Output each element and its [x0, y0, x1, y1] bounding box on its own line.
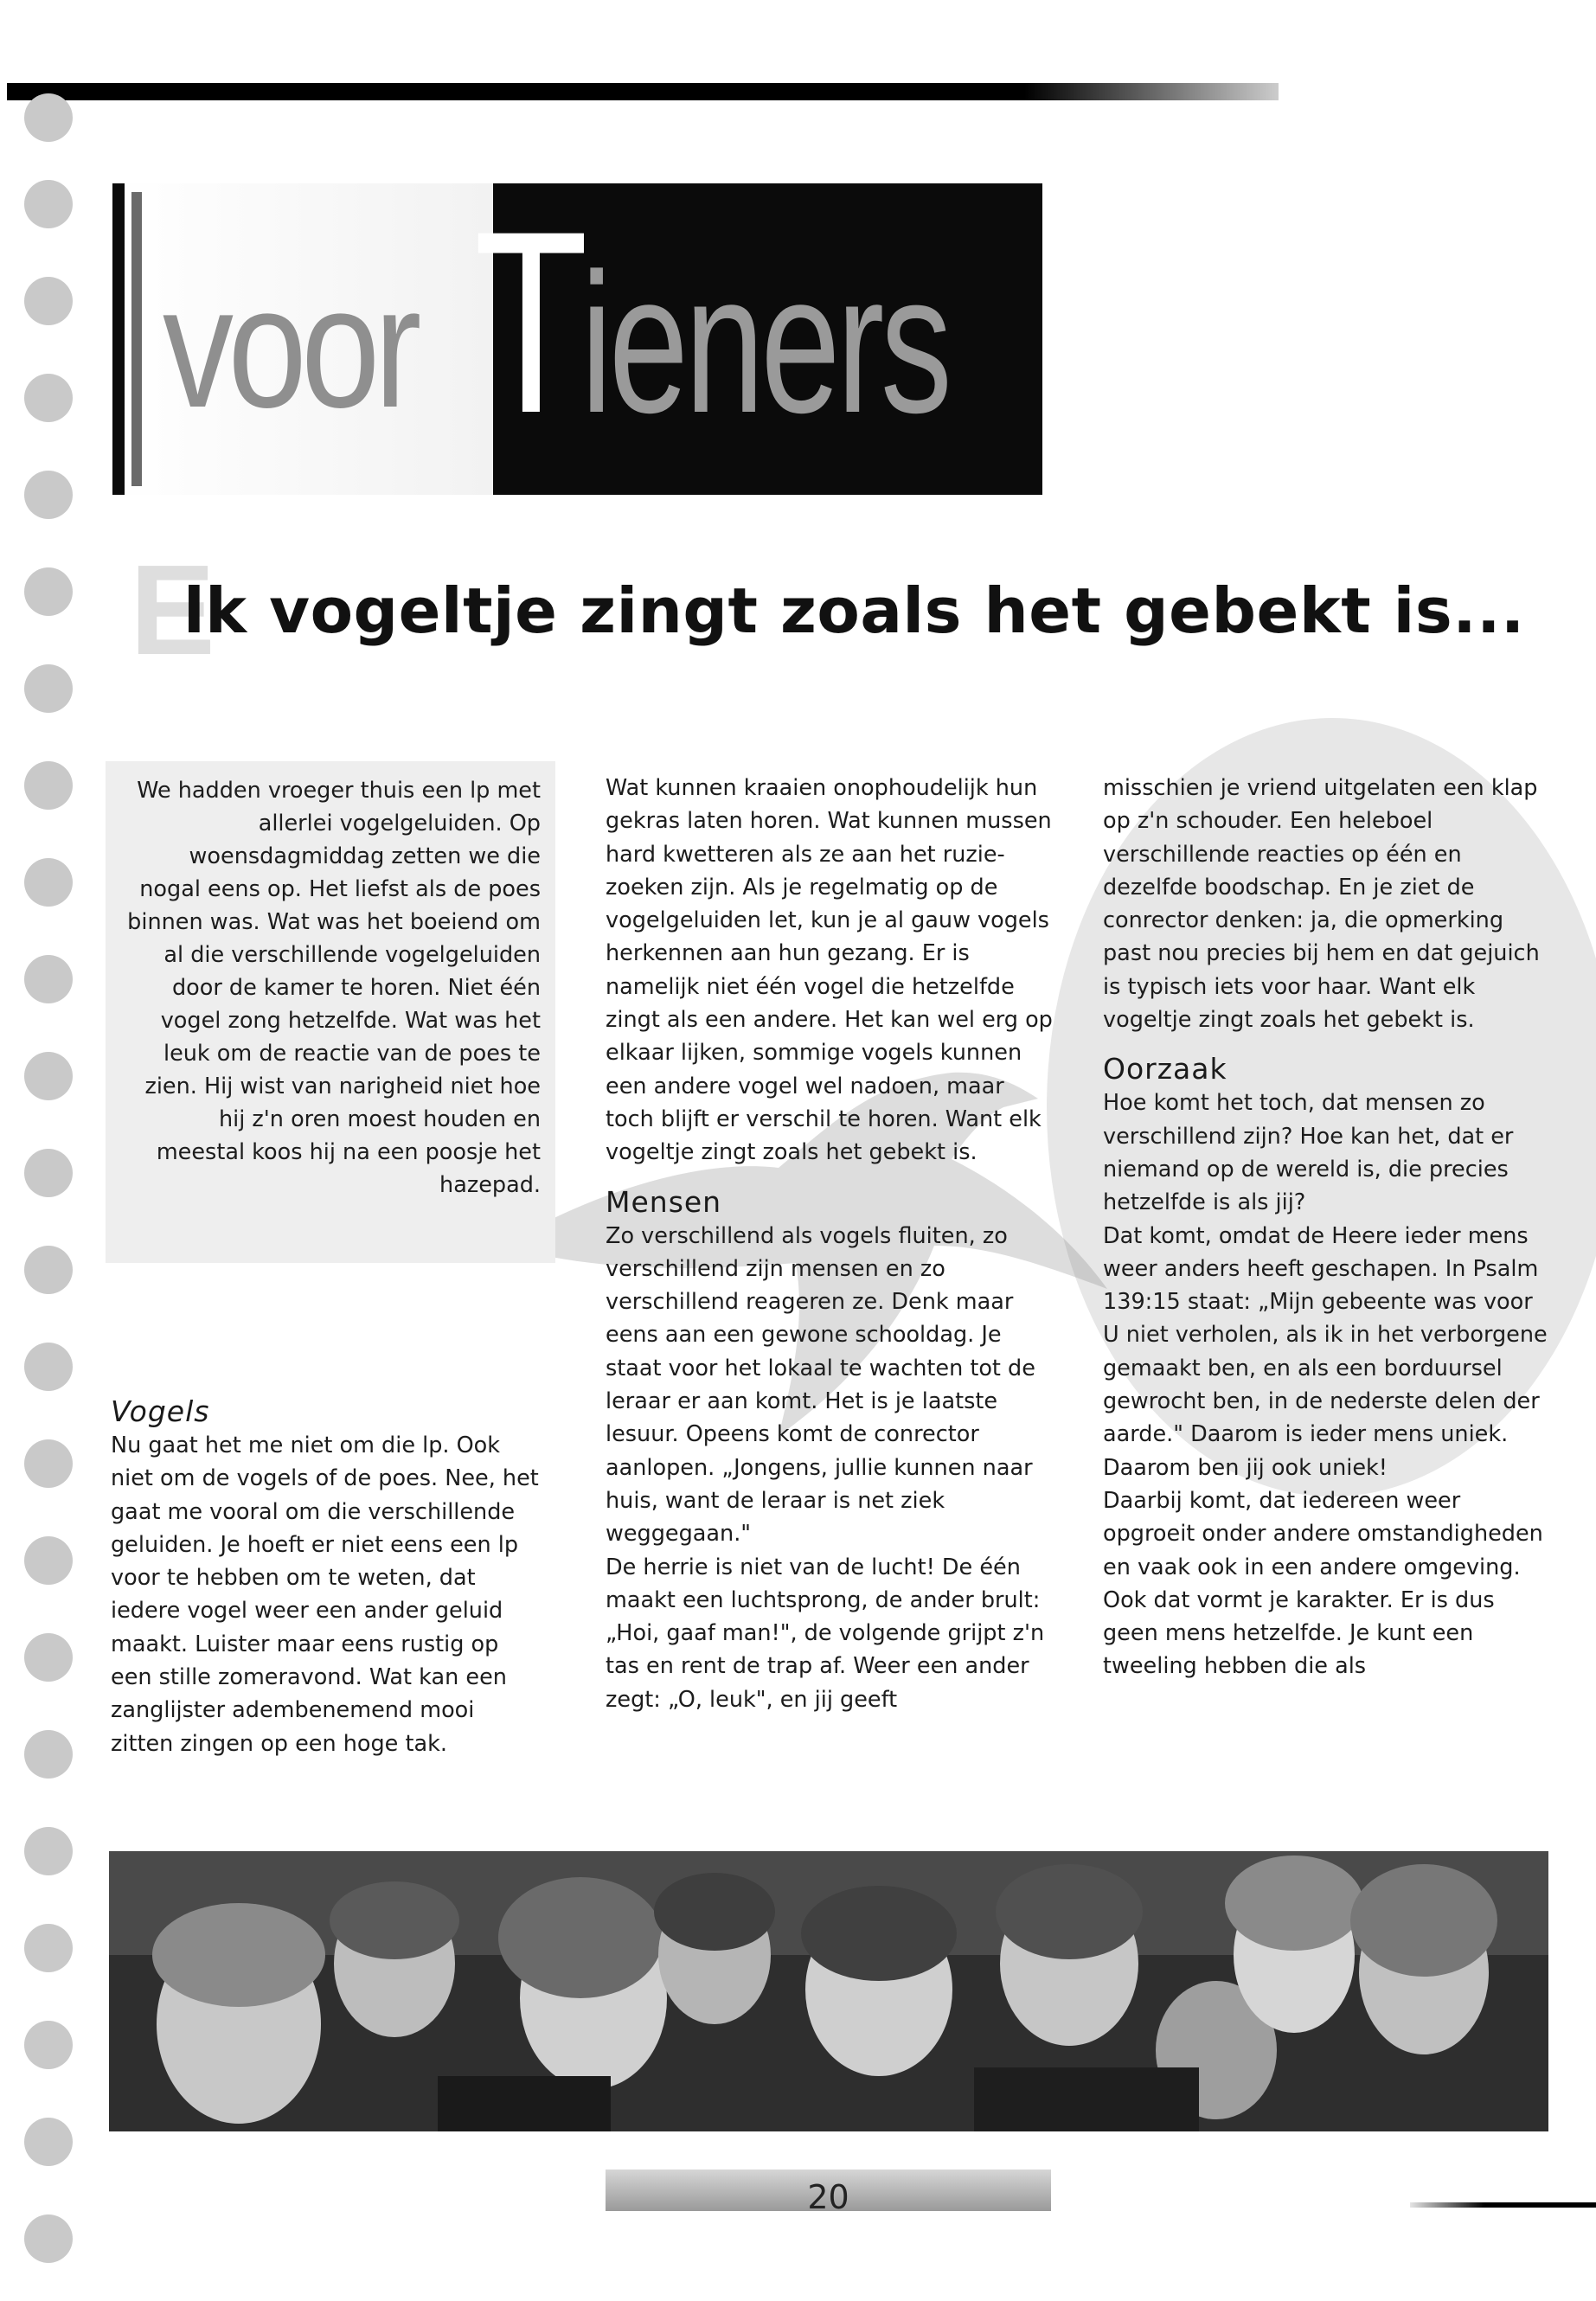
binder-hole-icon: [24, 1052, 73, 1100]
binder-hole-icon: [24, 471, 73, 519]
column-2: [606, 772, 1055, 1716]
binder-hole-icon: [24, 1246, 73, 1294]
crowd-of-teenagers-photo-icon: [109, 1851, 1548, 2131]
binder-hole-icon: [24, 858, 73, 907]
binder-hole-icon: [24, 1827, 73, 1875]
voor-tieners-logo: [112, 176, 1042, 495]
paragraph-kraaien: Wat kunnen kraaien onophoudelijk hun gekras laten horen. Wat kunnen mussen hard kwetteren als ze aan het ruzie-zoeken zijn. Als je regelmatig op de vogelgeluiden let, kun je al gauw vogels herkennen aan hun gezang. Er is namelijk niet één vogel die hetzelfde zingt als een andere. Het kan wel erg op elkaar lijken, sommige vogels kunnen een andere vogel wel nadoen, maar toch blijft er verschil te horen. Want elk vogeltje zingt zoals het gebekt is.: [606, 775, 1053, 1166]
binder-hole-icon: [24, 955, 73, 1003]
binder-hole-icon: [24, 180, 73, 228]
logo-voor: voor: [163, 251, 416, 444]
title-text: lk vogeltje zingt zoals het gebekt is...: [183, 574, 1525, 647]
intro-text: We hadden vroeger thuis een lp met allerlei vogelgeluiden. Op woensdagmiddag zetten we die nogal eens op. Het liefst als de poes binnen was. Wat was het boeiend om al die verschillende vogelgeluiden door de kamer te horen. Niet één vogel zong hetzelfde. Wat was het leuk om de reactie van de poes te zien. Hij wist van narigheid niet hoe hij z'n oren moest houden en meestal koos hij na een poosje het hazepad.: [127, 778, 541, 1198]
binder-hole-icon: [24, 2118, 73, 2166]
paragraph-mensen-1: Zo verschillend als vogels fluiten, zo verschillend zijn mensen en zo verschillend reageren ze. Denk maar eens aan een gewone schooldag. Je staat voor het lokaal te wachten tot de leraar er aan komt. Het is je laatste lesuur. Opeens komt de conrector aanlopen. „Jongens, jullie kunnen naar huis, want de leraar is net ziek weggegaan.": [606, 1222, 1035, 1548]
page-number: 20: [807, 2178, 849, 2216]
binder-hole-icon: [24, 1536, 73, 1585]
binder-hole-icon: [24, 761, 73, 810]
paragraph-oorzaak-1: Hoe komt het toch, dat mensen zo verschillend zijn? Hoe kan het, dat er niemand op de wereld is, die precies hetzelfde is als jij?: [1103, 1090, 1514, 1216]
paragraph-oorzaak-2: Dat komt, omdat de Heere ieder mens weer anders heeft geschapen. In Psalm 139:15 staat: „Mijn gebeente was voor U niet verholen, als ik in het verborgene gemaakt ben, en als een borduursel gewrocht ben, in de nederste delen der aarde." Daarom is ieder mens uniek. Daarom ben jij ook uniek!: [1103, 1222, 1548, 1481]
column-1: [111, 1394, 543, 1760]
article-title: [112, 539, 1525, 682]
binder-hole-icon: [24, 277, 73, 325]
column-3: [1103, 772, 1553, 1683]
heading-mensen: Mensen: [606, 1184, 722, 1219]
binder-hole-icon: [24, 2214, 73, 2263]
binder-hole-icon: [24, 1633, 73, 1682]
binder-holes: [24, 93, 76, 2291]
binder-hole-icon: [24, 1924, 73, 1972]
binder-hole-icon: [24, 567, 73, 616]
crowd-photo: [109, 1851, 1548, 2131]
paragraph-reacties: misschien je vriend uitgelaten een klap op z'n schouder. Een heleboel verschillende reacties op één en dezelfde boodschap. En je ziet de conrector denken: ja, die opmerking past nou precies bij hem en dat gejuich is typisch iets voor haar. Want elk vogeltje zingt zoals het gebekt is.: [1103, 775, 1540, 1034]
bottom-rule: [1410, 2202, 1596, 2208]
binder-hole-icon: [24, 2021, 73, 2069]
paragraph-oorzaak-3: Daarbij komt, dat iedereen weer opgroeit onder andere omstandigheden en vaak ook in een andere omgeving. Ook dat vormt je karakter. Er is dus geen mens hetzelfde. Je kunt een tweeling hebben die als: [1103, 1487, 1543, 1680]
binder-hole-icon: [24, 93, 73, 142]
paragraph-vogels: Nu gaat het me niet om die lp. Ook niet om de vogels of de poes. Nee, het gaat me vooral om die verschillende geluiden. Je hoeft er niet eens een lp voor te hebben om te weten, dat iedere vogel weer een ander geluid maakt. Luister maar eens rustig op een stille zomeravond. Wat kan een zanglijster adembenemend mooi zitten zingen op een hoge tak.: [111, 1433, 539, 1757]
paragraph-mensen-2: De herrie is niet van de lucht! De één maakt een luchtsprong, de ander brult: „Hoi, gaaf man!", de volgende grijpt z'n tas en rent de trap af. Weer een ander zegt: „O, leuk", en jij geeft: [606, 1554, 1045, 1713]
binder-hole-icon: [24, 1730, 73, 1779]
top-rule: [7, 83, 1279, 100]
binder-hole-icon: [24, 1343, 73, 1391]
heading-vogels: Vogels: [111, 1394, 210, 1428]
binder-hole-icon: [24, 664, 73, 713]
binder-hole-icon: [24, 374, 73, 422]
title-dropcap: E: [130, 539, 215, 682]
binder-hole-icon: [24, 1439, 73, 1488]
logo-tieners: Tieners: [474, 176, 949, 467]
binder-hole-icon: [24, 1149, 73, 1197]
heading-oorzaak: Oorzaak: [1103, 1052, 1227, 1086]
